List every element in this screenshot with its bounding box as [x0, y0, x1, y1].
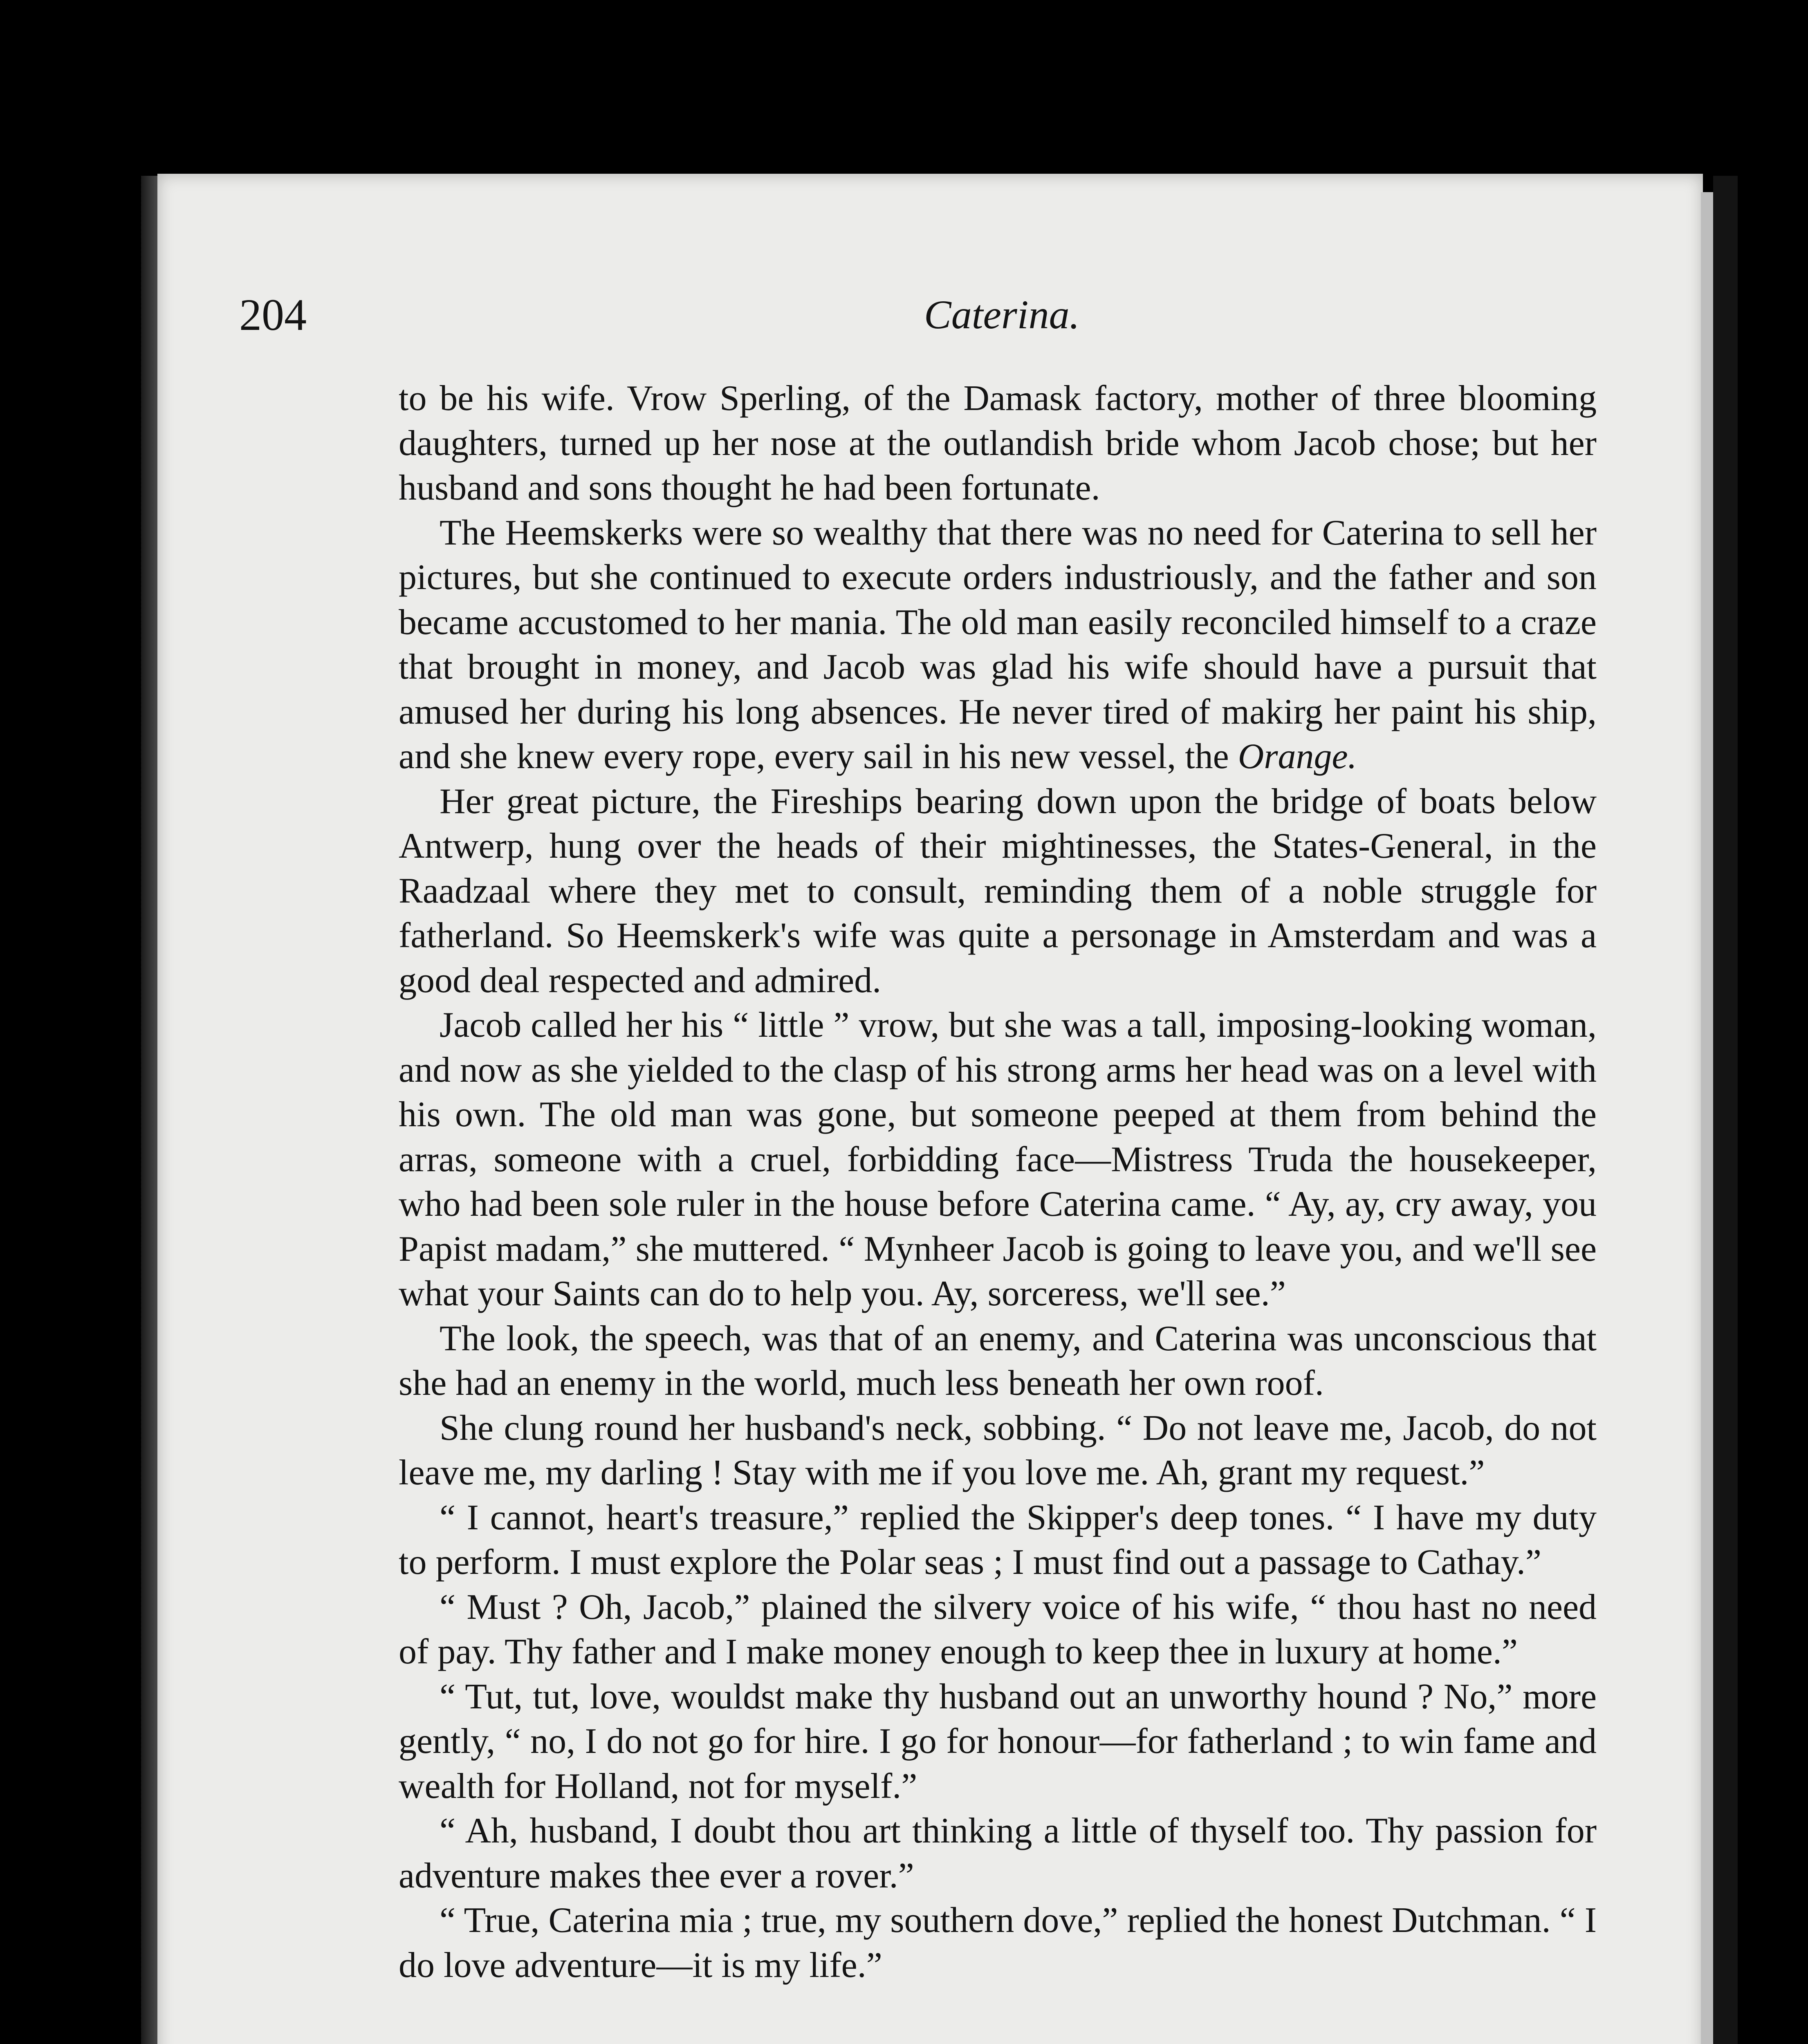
paragraph: “ I cannot, heart's treasure,” replied the Skipper's deep tones. “ I have my duty to perform. I must explore the Polar seas ; I must find out a passage to Cathay.” [399, 1497, 1597, 1582]
paragraph: The look, the speech, was that of an enemy, and Caterina was unconscious that she had an enemy in the world, much less beneath her own roof. [399, 1318, 1597, 1403]
running-head [239, 286, 1601, 343]
paragraph: to be his wife. Vrow Sperling, of the Damask factory, mother of three blooming daughters, turned up her nose at the outlandish bride whom Jacob chose; but her husband and sons thought he had been fortunate. [399, 379, 1597, 508]
paragraph: “ Must ? Oh, Jacob,” plained the silvery voice of his wife, “ thou hast no need of pay. Thy father and I make money enough to keep thee in luxury at home.” [399, 1587, 1597, 1672]
book-spine-shadow [141, 176, 157, 2044]
page-gutter-shadow [1713, 176, 1738, 2044]
paragraph: “ Ah, husband, I doubt thou art thinking a little of thyself too. Thy passion for adventure makes thee ever a rover.” [399, 1811, 1597, 1896]
paragraph: Her great picture, the Fireships bearing down upon the bridge of boats below Antwerp, hung over the heads of their mightinesses, the States-General, in the Raadzaal where they met to consult, reminding them of a noble struggle for fatherland. So Heemskerk's wife was quite a personage in Amsterdam and was a good deal respected and admired. [399, 781, 1597, 1000]
running-title: Caterina. [924, 292, 1080, 337]
paragraph: “ True, Caterina mia ; true, my southern dove,” replied the honest Dutchman. “ I do love adventure—it is my life.” [399, 1901, 1597, 1985]
paragraph: Jacob called her his “ little ” vrow, but she was a tall, imposing-looking woman, and now as she yielded to the clasp of his strong arms her head was on a level with his own. The old man was gone, but someone peeped at them from behind the arras, someone with a cruel, forbidding face—Mistress Truda the housekeeper, who had been sole ruler in the house before Caterina came. “ Ay, ay, cry away, you Papist madam,” she muttered. “ Mynheer Jacob is going to leave you, and we'll see what your Saints can do to help you. Ay, sorceress, we'll see.” [399, 1005, 1597, 1313]
paragraph: “ Tut, tut, love, wouldst make thy husband out an unworthy hound ? No,” more gently, “ no, I do not go for hire. I go for honour—for fatherland ; to win fame and wealth for Holland, not for myself.” [399, 1676, 1597, 1806]
paragraph: She clung round her husband's neck, sobbing. “ Do not leave me, Jacob, do not leave me, my darling ! Stay with me if you love me. Ah, grant my request.” [399, 1408, 1597, 1493]
next-leaf-edge [1701, 192, 1713, 2044]
body-text [399, 376, 1597, 1988]
paragraph: The Heemskerks were so wealthy that there was no need for Caterina to sell her pictures, but she continued to execute orders industriously, and the father and son became accustomed to her mania. The old man easily reconciled himself to a craze that brought in money, and Jacob was glad his wife should have a pursuit that amused her during his long absences. He never tired of makirg her paint his ship, and she knew every rope, every sail in his new vessel, the Orange. [399, 513, 1597, 776]
ship-name: Orange. [1238, 737, 1357, 776]
page-number: 204 [239, 290, 307, 340]
